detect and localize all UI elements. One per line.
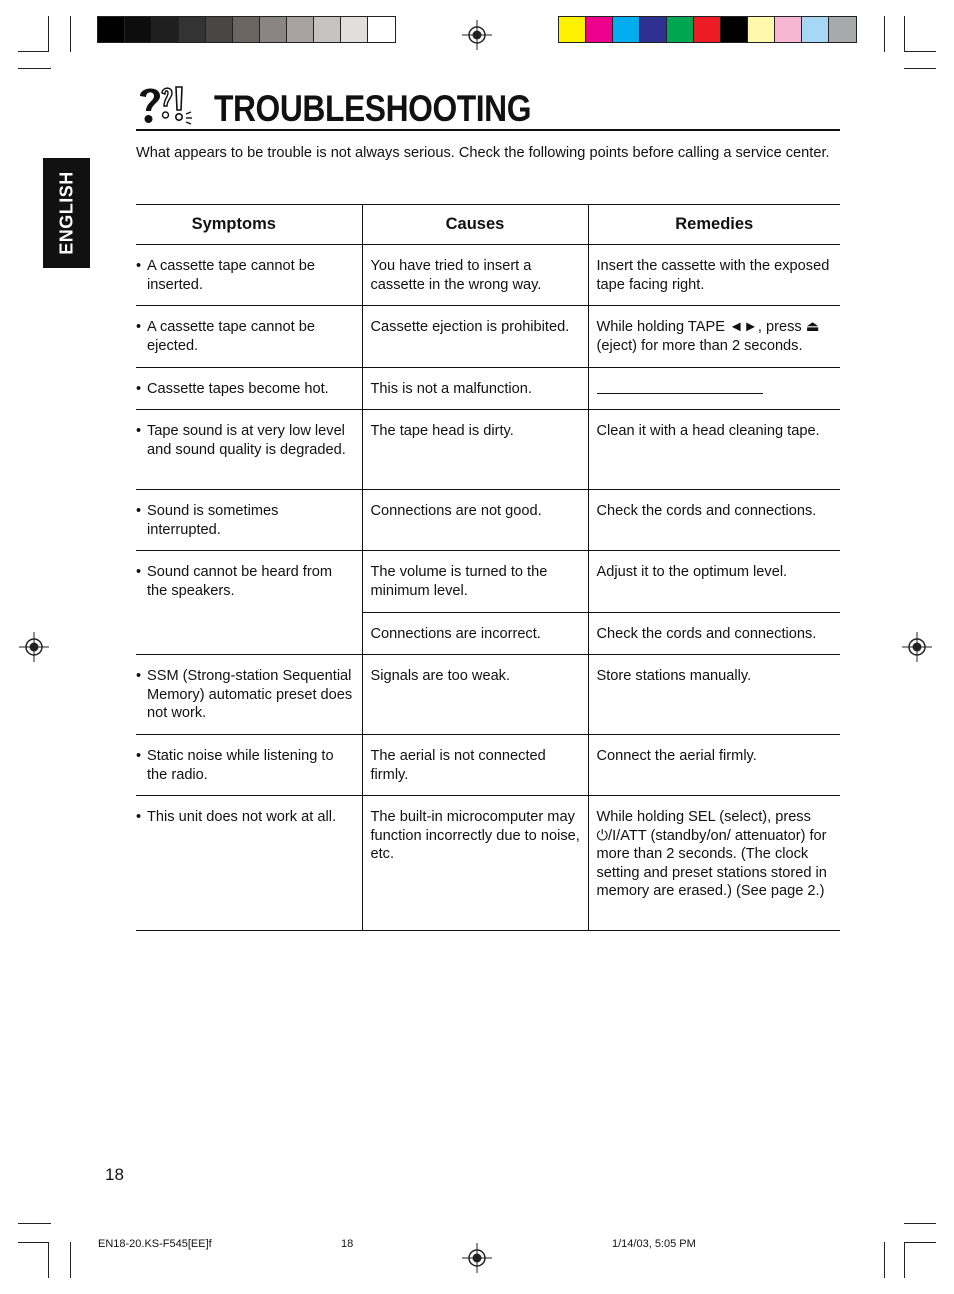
color-calibration-strip [558,16,857,43]
remedy-cell [588,368,840,410]
color-swatch [613,17,640,42]
header-symptoms: Symptoms [136,205,362,245]
crop-mark [904,1242,905,1278]
registration-mark-icon [462,1243,492,1273]
color-swatch [152,17,179,42]
color-swatch [640,17,667,42]
symptom-text: Cassette tapes become hot. [147,381,329,397]
cause-cell: This is not a malfunction. [362,368,588,410]
crop-mark [70,1242,71,1278]
footer-file-name: EN18-20.KS-F545[EE]f [98,1238,212,1250]
crop-mark [904,68,936,69]
registration-mark-icon [462,20,492,50]
cause-cell: Connections are not good. [362,490,588,551]
crop-mark [18,1223,51,1224]
crop-mark [884,1242,885,1278]
cause-cell: The tape head is dirty. [362,410,588,490]
remedy-cell: Insert the cassette with the exposed tape facing right. [588,245,840,306]
cause-cell: Connections are incorrect. [362,613,588,655]
color-swatch [368,17,395,42]
symptom-text: SSM (Strong-station Sequential Memory) automatic preset does not work. [147,668,353,721]
crop-mark [18,51,49,52]
page-title-row [136,80,840,131]
color-swatch [260,17,287,42]
color-swatch [233,17,260,42]
remedy-cell: While holding SEL (select), press ⏻/I/ATT (standby/on/ attenuator) for more than 2 seconds. (The clock setting and preset stations stored in memory are erased.) (See page 2.) [588,796,840,931]
color-swatch [748,17,775,42]
remedy-cell: Store stations manually. [588,655,840,735]
cause-cell: Cassette ejection is prohibited. [362,306,588,368]
symptom-text: Tape sound is at very low level and sound quality is degraded. [147,423,346,458]
remedy-cell: Connect the aerial firmly. [588,735,840,796]
cause-cell: You have tried to insert a cassette in the wrong way. [362,245,588,306]
header-remedies: Remedies [588,205,840,245]
crop-mark [904,1242,936,1243]
color-swatch [667,17,694,42]
color-swatch [179,17,206,42]
table-row [136,735,840,796]
footer-page: 18 [341,1238,354,1250]
remedy-cell: Check the cords and connections. [588,613,840,655]
language-tab-label: ENGLISH [56,171,76,255]
color-swatch [775,17,802,42]
symptom-text: This unit does not work at all. [147,809,336,825]
symptom-cell: • SSM (Strong-station Sequential Memory) automatic preset does not work. [136,655,362,735]
crop-mark [18,1242,49,1243]
symptom-text: A cassette tape cannot be inserted. [147,258,315,293]
remedy-cell: While holding TAPE ◄►, press ⏏ (eject) for more than 2 seconds. [588,306,840,368]
symptom-cell: • Cassette tapes become hot. [136,368,362,410]
symptom-cell: • Sound cannot be heard from the speakers. [136,551,362,655]
crop-mark [48,1242,49,1278]
crop-mark [904,16,905,52]
table-row [136,796,840,931]
cause-cell: The volume is turned to the minimum level. [362,551,588,613]
intro-text: What appears to be trouble is not always serious. Check the following points before calling a service center. [136,145,830,161]
crop-mark [70,16,71,52]
table-row [136,245,840,306]
symptom-text: A cassette tape cannot be ejected. [147,319,315,354]
table-header-row [136,205,840,245]
cause-cell: The aerial is not connected firmly. [362,735,588,796]
table-row [136,368,840,410]
grayscale-calibration-strip [97,16,396,43]
color-swatch [206,17,233,42]
cause-cell: Signals are too weak. [362,655,588,735]
color-swatch [98,17,125,42]
color-swatch [694,17,721,42]
crop-mark [48,16,49,52]
crop-mark [884,16,885,52]
header-causes: Causes [362,205,588,245]
page-title: TROUBLESHOOTING [214,88,532,129]
table-row [136,306,840,368]
remedy-cell: Check the cords and connections. [588,490,840,551]
symptom-text: Sound cannot be heard from the speakers. [147,564,332,599]
color-swatch [829,17,856,42]
crop-mark [904,51,936,52]
color-swatch [721,17,748,42]
symptom-cell: • Static noise while listening to the radio. [136,735,362,796]
crop-mark [18,68,51,69]
language-tab [43,158,90,268]
table-row [136,655,840,735]
symptom-text: Static noise while listening to the radio. [147,748,334,783]
table-row [136,410,840,490]
registration-mark-icon [902,632,932,662]
page-number: 18 [105,1165,124,1184]
table-row [136,551,840,613]
color-swatch [314,17,341,42]
cause-cell: The built-in microcomputer may function incorrectly due to noise, etc. [362,796,588,931]
troubleshooting-table [136,204,840,931]
remedy-cell: Clean it with a head cleaning tape. [588,410,840,490]
color-swatch [559,17,586,42]
color-swatch [341,17,368,42]
crop-mark [904,1223,936,1224]
color-swatch [802,17,829,42]
color-swatch [586,17,613,42]
symptom-text: Sound is sometimes interrupted. [147,503,279,538]
symptom-cell: • A cassette tape cannot be inserted. [136,245,362,306]
color-swatch [287,17,314,42]
symptom-cell: • Sound is sometimes interrupted. [136,490,362,551]
blank-remedy-line [597,380,763,394]
color-swatch [125,17,152,42]
remedy-cell: Adjust it to the optimum level. [588,551,840,613]
footer-date: 1/14/03, 5:05 PM [612,1238,696,1250]
question-exclamation-icon [136,84,194,126]
symptom-cell: • Tape sound is at very low level and sound quality is degraded. [136,410,362,490]
symptom-cell: • This unit does not work at all. [136,796,362,931]
table-row [136,490,840,551]
symptom-cell: • A cassette tape cannot be ejected. [136,306,362,368]
registration-mark-icon [19,632,49,662]
